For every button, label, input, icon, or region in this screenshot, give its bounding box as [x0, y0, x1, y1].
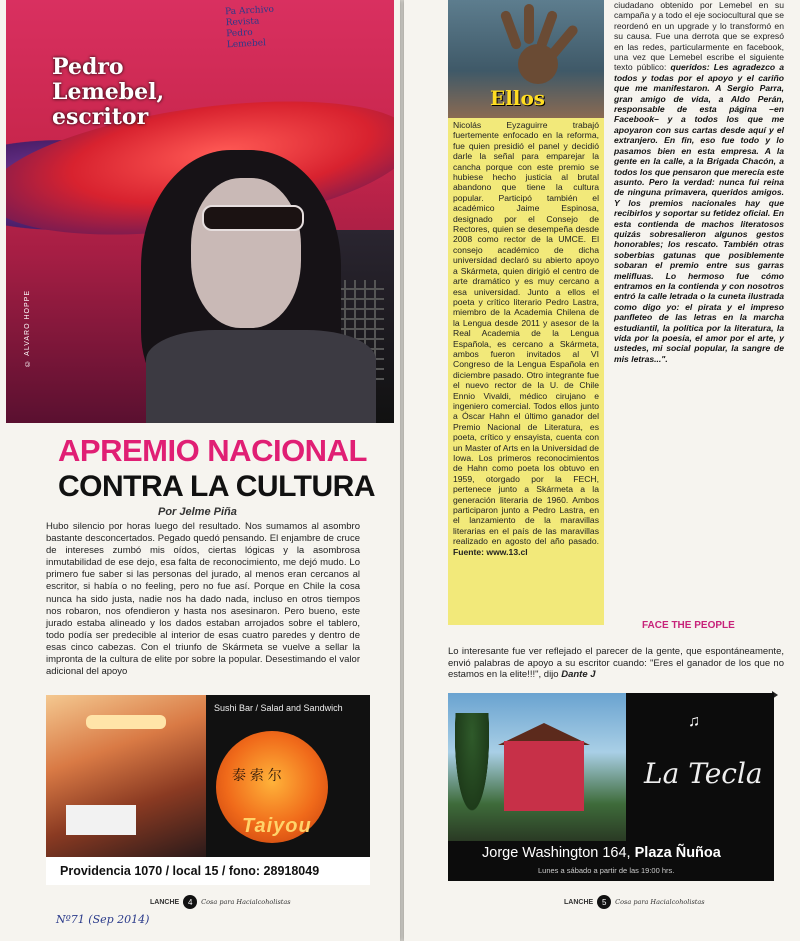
ad-address-street: Jorge Washington 164, — [482, 845, 631, 861]
la-tecla-ad — [448, 693, 774, 881]
section-label: FACE THE PEOPLE — [642, 620, 735, 631]
folio-magazine: LANCHE — [150, 898, 180, 906]
article-body: Hubo silencio por horas luego del resultado. Nos sumamos al asombro bastante desconcertados. Pegado quedó pensando. El enjambre de cruce de intereses zumbó mis oídos, ciertas lógicas y la asombrosa inmutabilidad de ese dejo, esa falta de reconocimiento, me dejó mudo. Lo primero fue saber si las personas del jurado, al menos eran cercanos al escritor, si había o no feeling, pero no fue así. Porque en Chile la cosa nunca ha sido justa, nadie nos ha dado nada, incluso en otros tiempos nos robaron, nos ofendieron y hasta nos asesinaron. Pero bueno, este jurado estaba alineado y los dados estaban arrojados sobre el tablero, todo podía ser predecible al interior de esas cuatro paredes y dentro de esas cinco cabezas. Con el triunfo de Skármeta se vuelve a sellar la impronta de la cultura de elite por sobre la popular. Desestimando el valor adicional del apoyo — [46, 521, 360, 678]
hand-icon — [524, 4, 534, 44]
ad-address — [482, 845, 721, 861]
handwritten-line: Lemebel — [226, 38, 267, 51]
ad-brand: La Tecla — [644, 757, 763, 790]
piano-keys-icon: ♫ — [688, 713, 700, 730]
bottom-text: Lo interesante fue ver reflejado el parecer de la gente, que espontáneamente, envió palabras de apoyo a su escritor cuando: "Eres el ganador de los que no estamos en la elite!!!", dijo — [448, 646, 784, 680]
sidebar-box — [448, 0, 604, 625]
page-folio — [150, 895, 291, 909]
column-intro: ciudadano obtenido por Lemebel en su campaña y a todo el eje sociocultural que se reordenó en un upgrade y lo transformó en su causa. Fue una derrota que se expresó en las redes, particularmente en facebook, una vez que Lemebel escribe el siguiente texto público: — [614, 0, 784, 73]
page-number: 5 — [597, 895, 611, 909]
ad-brand: Taiyou — [242, 815, 312, 837]
handwritten-note — [225, 5, 276, 51]
house-shape — [504, 741, 584, 811]
taiyou-ad — [46, 695, 370, 885]
sidebar-source: Fuente: www.13.cl — [453, 546, 528, 557]
cover-title-line: Lemebel, — [52, 79, 165, 105]
right-page — [404, 0, 800, 941]
page-number: 4 — [183, 895, 197, 909]
article-column — [614, 0, 784, 364]
photo-face — [191, 178, 301, 328]
headline-line-2: CONTRA LA CULTURA — [58, 470, 376, 503]
sunglasses-icon — [202, 205, 304, 231]
handwritten-line: Pedro — [226, 27, 253, 40]
byline: Por Jelme Piña — [158, 506, 237, 518]
photo-body — [146, 330, 376, 423]
ad-tagline: Sushi Bar / Salad and Sandwich — [214, 703, 343, 713]
sidebar-body: Nicolás Eyzaguirre trabajó fuertemente enfocado en la reforma, fue quien presidió el panel y decidió darle la señal para emparejar la cancha porque con este premio se hubiese hecho justicia al brutal abandono que tiene la cultura popular. Participó también el académico Jaime Espinosa, designado por el Consejo de Rectores, quien se desempeña desde 2008 como rector de la UMCE. El consejo académico de dicha universidad declaró su abierto apoyo a Skármeta, quien dirigió el centro de arte dramático y es muy cercano a esa universidad. Junto a ellos el poeta y crítico literario Pedro Lastra, miembro de la Academia Chilena de la Lengua desde 2011 y asesor de la Real Academia de la Lengua Española, es cercano a Skármeta, ambos fueron invitados al VI Congreso de la Lengua Española en diciembre pasado. Otro integrante fue el nuevo rector de la U. de Chile Ennio Vivaldi, médico cirujano e ingeniero comercial. Todos ellos junto a Óscar Hahn el último ganador del Premio Nacional de Literatura, es poeta, crítico y ensayista, cuenta con un Master of Arts en la Universidad de Iowa. Los primeros reconocimientos de Hahn como poeta los obtuvo en 1959, otorgado por la FECH, pertenece junto a Skármeta a la generación literaria de 1960. Ambos participaron junto a Pedro Lastra, en el lanzamiento de la maravillas literarias en el país de las maravillas realizado en agosto del año pasado. — [453, 120, 599, 547]
ad-hours: Lunes a sábado a partir de las 19:00 hrs. — [538, 866, 675, 875]
photo-credit: © ALVARO HOPPE — [24, 290, 31, 367]
archive-note: Nº71 (Sep 2014) — [56, 913, 150, 926]
sidebar-title: Ellos — [490, 86, 546, 110]
column-quote: queridos: Les agradezco a todos y todas por el apoyo y el cariño que me manifestaron. A Sergio Parra, gran amigo de vida, a Aldo Perán, responsable de esta página –en Facebook– y a todos los que me apoyaron con sus cartas desde aquí y el extranjero. En fin, eso fue todo y lo pasamos bien en esta empresa. A la gente en la calle, a la Brigada Chacón, a todos los que pensaron que merecía este asunto. Pero la verdad: nunca fui reina de ninguna primavera, queridos amigos. Y los premios nacionales hay que recibirlos y soportar su fetidez oficial. En esta contienda de machos literatosos quizás sobresalieron algunos gestos honorables; los rescato. También otras soberbias gatunas que posiblemente sobaran el premio entre sus garras melifluas. Lo hermoso fue cómo entramos en la contienda y con nosotros entró la calle letrada o la cuneta ilustrada como digo yo: el pirata y el impreso panfleteo de las letras en la marcha estudiantil, la política por la literatura, la vida por la poesía, el amor por el arte, y ustedes, mi social popular, la sangre de mis letras...". — [614, 62, 785, 364]
bottom-signature: Dante J — [561, 669, 596, 680]
page-folio — [564, 895, 705, 909]
folio-tagline: Cosa para Hacialcoholistas — [201, 898, 291, 906]
house-photo — [448, 693, 626, 841]
ad-address: Providencia 1070 / local 15 / fono: 28918049 — [60, 864, 320, 878]
sidebar-text — [453, 120, 599, 557]
hand-icon — [499, 9, 522, 50]
handwritten-line: Revista — [225, 16, 260, 29]
cover-title-line: escritor — [52, 104, 149, 130]
cover-photo — [6, 0, 394, 423]
palm-tree — [452, 713, 492, 823]
ad-kanji: 泰 索 尔 — [232, 767, 282, 783]
restaurant-photo — [46, 695, 206, 857]
table-shape — [66, 805, 136, 835]
handwritten-line: Pa Archivo — [224, 4, 275, 18]
cover-title-line: Pedro — [52, 54, 124, 80]
headline-line-1: APREMIO NACIONAL — [58, 433, 367, 468]
lamp-shape — [86, 715, 166, 729]
ad-address-place: Plaza Ñuñoa — [634, 845, 721, 861]
bottom-paragraph — [448, 646, 784, 681]
folio-magazine: LANCHE — [564, 898, 594, 906]
cover-title — [52, 55, 164, 130]
hand-icon — [518, 44, 558, 84]
folio-tagline: Cosa para Hacialcoholistas — [615, 898, 705, 906]
